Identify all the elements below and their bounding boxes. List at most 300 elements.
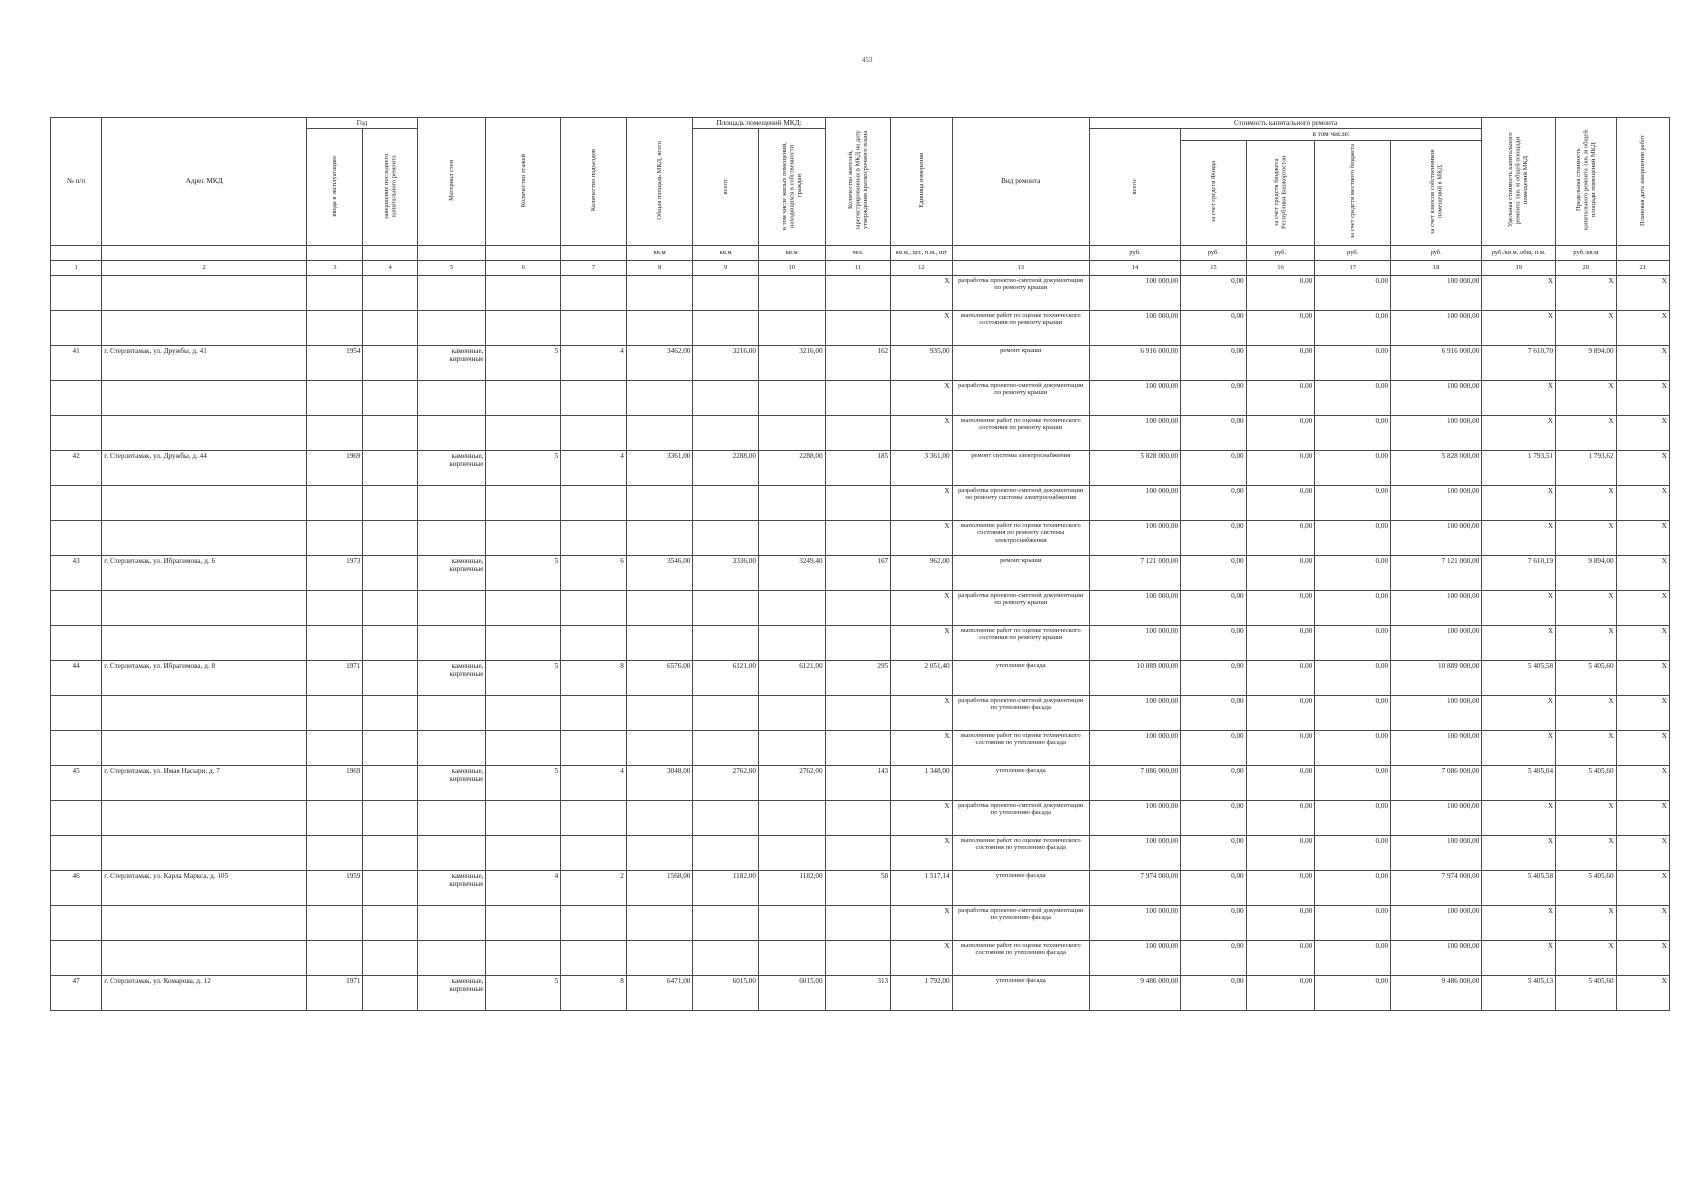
entrances-cell <box>561 275 627 310</box>
unit-value-cell: 1 517,14 <box>891 870 952 905</box>
address-cell <box>102 275 307 310</box>
deadline-cell: X <box>1616 450 1669 485</box>
premises-total-cell <box>693 695 759 730</box>
year-commission-cell: 1973 <box>307 555 363 590</box>
total-area-cell <box>626 380 693 415</box>
address-cell <box>102 625 307 660</box>
deadline-cell: X <box>1616 730 1669 765</box>
premises-total-cell: 3216,00 <box>693 345 759 380</box>
cost-local-cell: 0,00 <box>1315 800 1391 835</box>
address-cell: г. Стерлитамак, ул. Дружбы, д. 41 <box>102 345 307 380</box>
year-last-repair-cell <box>363 695 417 730</box>
repair-type-cell: разработка проектно-сметной документации по утеплению фасада <box>952 800 1089 835</box>
premises-total-cell: 2288,00 <box>693 450 759 485</box>
residents-cell: 143 <box>825 765 891 800</box>
cost-local-cell: 0,00 <box>1315 485 1391 520</box>
unit-value-cell: X <box>891 590 952 625</box>
address-cell <box>102 485 307 520</box>
wall-material-cell <box>417 275 486 310</box>
year-commission-cell: 1969 <box>307 450 363 485</box>
entrances-cell <box>561 380 627 415</box>
repair-type-cell: выполнение работ по оценке технического состояния по утеплению фасада <box>952 940 1089 975</box>
repair-type-cell: разработка проектно-сметной документации по утеплению фасада <box>952 905 1089 940</box>
cost-owners-cell: 100 000,00 <box>1391 590 1482 625</box>
unit-cell <box>102 245 307 260</box>
unit-cell <box>363 245 417 260</box>
year-last-repair-cell <box>363 800 417 835</box>
year-last-repair-cell <box>363 450 417 485</box>
address-cell: г. Стерлитамак, ул. Дружбы, д. 44 <box>102 450 307 485</box>
unit-cost-cell: X <box>1482 835 1556 870</box>
table-row <box>51 765 1670 800</box>
premises-residential-cell <box>758 835 825 870</box>
unit-value-cell: X <box>891 800 952 835</box>
wall-material-cell <box>417 695 486 730</box>
cost-owners-cell: 7 086 000,00 <box>1391 765 1482 800</box>
column-number: 16 <box>1246 260 1315 275</box>
max-cost-cell: 5 405,60 <box>1556 870 1616 905</box>
column-number: 8 <box>626 260 693 275</box>
cost-fund-cell: 0,00 <box>1181 835 1247 870</box>
column-number: 15 <box>1181 260 1247 275</box>
residents-cell: 295 <box>825 660 891 695</box>
floors-cell <box>486 275 561 310</box>
year-last-repair-cell <box>363 345 417 380</box>
deadline-cell: X <box>1616 590 1669 625</box>
total-area-cell: 6576,00 <box>626 660 693 695</box>
column-number: 14 <box>1089 260 1180 275</box>
max-cost-cell: 5 405,60 <box>1556 660 1616 695</box>
table-row <box>51 450 1670 485</box>
unit-value-cell: X <box>891 485 952 520</box>
row-number-cell <box>51 590 102 625</box>
table-row <box>51 485 1670 520</box>
year-commission-cell: 1959 <box>307 870 363 905</box>
entrances-cell <box>561 800 627 835</box>
premises-total-cell <box>693 590 759 625</box>
unit-cell: руб./кв.м <box>1556 245 1616 260</box>
floors-cell <box>486 590 561 625</box>
repair-type-cell: утепление фасада <box>952 870 1089 905</box>
cost-republic-cell: 0,00 <box>1246 450 1315 485</box>
cost-local-cell: 0,00 <box>1315 380 1391 415</box>
entrances-cell <box>561 905 627 940</box>
cost-owners-cell: 100 000,00 <box>1391 940 1482 975</box>
cost-owners-cell: 100 000,00 <box>1391 275 1482 310</box>
table-body <box>51 275 1670 1010</box>
cost-republic-cell: 0,00 <box>1246 275 1315 310</box>
total-area-cell <box>626 415 693 450</box>
repair-type-cell: разработка проектно-сметной документации по ремонту системы электроснабжения <box>952 485 1089 520</box>
total-area-cell: 6471,00 <box>626 975 693 1010</box>
year-commission-cell <box>307 800 363 835</box>
year-commission-cell <box>307 695 363 730</box>
cost-fund-cell: 0,00 <box>1181 940 1247 975</box>
column-number: 1 <box>51 260 102 275</box>
cost-republic-cell: 0,00 <box>1246 765 1315 800</box>
year-commission-cell <box>307 625 363 660</box>
address-cell <box>102 800 307 835</box>
unit-cost-cell: X <box>1482 520 1556 555</box>
cost-local-cell: 0,00 <box>1315 695 1391 730</box>
page-number: 453 <box>862 56 873 64</box>
residents-cell <box>825 590 891 625</box>
cost-local-cell: 0,00 <box>1315 450 1391 485</box>
year-commission-cell <box>307 590 363 625</box>
cost-local-cell: 0,00 <box>1315 310 1391 345</box>
entrances-cell <box>561 625 627 660</box>
header-address: Адрес МКД <box>102 118 307 246</box>
residents-cell <box>825 310 891 345</box>
wall-material-cell <box>417 905 486 940</box>
wall-material-cell <box>417 485 486 520</box>
cost-total-cell: 100 000,00 <box>1089 520 1180 555</box>
premises-total-cell <box>693 275 759 310</box>
cost-local-cell: 0,00 <box>1315 835 1391 870</box>
cost-local-cell: 0,00 <box>1315 870 1391 905</box>
row-number-cell: 44 <box>51 660 102 695</box>
unit-cell: чел. <box>825 245 891 260</box>
floors-cell <box>486 940 561 975</box>
premises-total-cell <box>693 520 759 555</box>
premises-total-cell <box>693 380 759 415</box>
unit-value-cell: X <box>891 905 952 940</box>
table-row <box>51 975 1670 1010</box>
table-row <box>51 625 1670 660</box>
entrances-cell: 4 <box>561 450 627 485</box>
premises-residential-cell <box>758 415 825 450</box>
unit-cell: руб. <box>1391 245 1482 260</box>
residents-cell <box>825 835 891 870</box>
unit-cell <box>307 245 363 260</box>
unit-cell: руб. <box>1246 245 1315 260</box>
unit-value-cell: X <box>891 940 952 975</box>
entrances-cell: 8 <box>561 660 627 695</box>
cost-fund-cell: 0,00 <box>1181 590 1247 625</box>
header-deadline: Плановая дата завершения работ <box>1616 118 1669 246</box>
cost-total-cell: 100 000,00 <box>1089 625 1180 660</box>
premises-residential-cell <box>758 800 825 835</box>
cost-local-cell: 0,00 <box>1315 625 1391 660</box>
address-cell <box>102 730 307 765</box>
max-cost-cell: 5 405,60 <box>1556 765 1616 800</box>
row-number-cell <box>51 485 102 520</box>
wall-material-cell: каменные, кирпичные <box>417 345 486 380</box>
premises-residential-cell: 2762,00 <box>758 765 825 800</box>
address-cell <box>102 415 307 450</box>
floors-cell <box>486 835 561 870</box>
year-commission-cell: 1954 <box>307 345 363 380</box>
unit-cost-cell: X <box>1482 590 1556 625</box>
floors-cell <box>486 695 561 730</box>
deadline-cell: X <box>1616 625 1669 660</box>
cost-owners-cell: 100 000,00 <box>1391 835 1482 870</box>
column-number: 5 <box>417 260 486 275</box>
year-commission-cell <box>307 380 363 415</box>
repair-type-cell: разработка проектно-сметной документации по ремонту крыши <box>952 380 1089 415</box>
row-number-cell <box>51 275 102 310</box>
header-premises-total: всего: <box>693 129 759 246</box>
floors-cell: 5 <box>486 345 561 380</box>
row-number-cell <box>51 695 102 730</box>
table-row <box>51 380 1670 415</box>
cost-republic-cell: 0,00 <box>1246 940 1315 975</box>
wall-material-cell: каменные, кирпичные <box>417 555 486 590</box>
premises-total-cell <box>693 905 759 940</box>
floors-cell: 5 <box>486 660 561 695</box>
max-cost-cell: X <box>1556 695 1616 730</box>
cost-fund-cell: 0,00 <box>1181 555 1247 590</box>
residents-cell: 313 <box>825 975 891 1010</box>
row-number-cell: 47 <box>51 975 102 1010</box>
wall-material-cell <box>417 800 486 835</box>
cost-fund-cell: 0,00 <box>1181 450 1247 485</box>
row-number-cell <box>51 310 102 345</box>
repair-type-cell: разработка проектно-сметной документации по ремонту крыши <box>952 275 1089 310</box>
cost-owners-cell: 100 000,00 <box>1391 415 1482 450</box>
cost-republic-cell: 0,00 <box>1246 660 1315 695</box>
repair-plan-table <box>50 117 1670 1011</box>
residents-cell <box>825 485 891 520</box>
header-unit-cost: Удельная стоимость капитального ремонта 1кв. м общей площади помещений МКД <box>1482 118 1556 246</box>
premises-residential-cell <box>758 905 825 940</box>
cost-total-cell: 100 000,00 <box>1089 940 1180 975</box>
row-number-cell <box>51 940 102 975</box>
cost-local-cell: 0,00 <box>1315 940 1391 975</box>
repair-type-cell: выполнение работ по оценке технического состояния по ремонту системы электроснабжения <box>952 520 1089 555</box>
header-entrances: Количество подъездов <box>561 118 627 246</box>
cost-local-cell: 0,00 <box>1315 345 1391 380</box>
entrances-cell <box>561 730 627 765</box>
unit-cell <box>51 245 102 260</box>
entrances-cell: 2 <box>561 870 627 905</box>
cost-local-cell: 0,00 <box>1315 275 1391 310</box>
max-cost-cell: 9 894,00 <box>1556 345 1616 380</box>
header-including: в том числе: <box>1181 129 1482 140</box>
repair-type-cell: утепление фасада <box>952 765 1089 800</box>
repair-plan-table-sheet <box>50 117 1670 1087</box>
entrances-cell <box>561 485 627 520</box>
cost-fund-cell: 0,00 <box>1181 870 1247 905</box>
entrances-cell <box>561 835 627 870</box>
address-cell: г. Стерлитамак, ул. Имая Насыри, д. 7 <box>102 765 307 800</box>
wall-material-cell <box>417 380 486 415</box>
deadline-cell: X <box>1616 660 1669 695</box>
cost-local-cell: 0,00 <box>1315 520 1391 555</box>
row-number-cell <box>51 520 102 555</box>
unit-cell: кв.м <box>758 245 825 260</box>
unit-cost-cell: X <box>1482 800 1556 835</box>
deadline-cell: X <box>1616 905 1669 940</box>
premises-total-cell <box>693 625 759 660</box>
year-last-repair-cell <box>363 835 417 870</box>
cost-local-cell: 0,00 <box>1315 975 1391 1010</box>
header-floors: Количество этажей <box>486 118 561 246</box>
address-cell: г. Стерлитамак, ул. Карла Маркса, д. 105 <box>102 870 307 905</box>
residents-cell <box>825 520 891 555</box>
entrances-cell <box>561 590 627 625</box>
residents-cell: 185 <box>825 450 891 485</box>
premises-residential-cell <box>758 310 825 345</box>
cost-local-cell: 0,00 <box>1315 555 1391 590</box>
wall-material-cell: каменные, кирпичные <box>417 450 486 485</box>
unit-cell: руб./кв.м. общ. п.м. <box>1482 245 1556 260</box>
premises-total-cell: 1182,00 <box>693 870 759 905</box>
unit-cell <box>561 245 627 260</box>
row-number-cell: 45 <box>51 765 102 800</box>
year-commission-cell <box>307 730 363 765</box>
header-year-commission: ввода в эксплуатацию <box>307 129 363 246</box>
deadline-cell: X <box>1616 555 1669 590</box>
cost-local-cell: 0,00 <box>1315 730 1391 765</box>
cost-total-cell: 100 000,00 <box>1089 485 1180 520</box>
repair-type-cell: утепление фасада <box>952 660 1089 695</box>
cost-republic-cell: 0,00 <box>1246 345 1315 380</box>
unit-cell <box>952 245 1089 260</box>
total-area-cell <box>626 940 693 975</box>
year-last-repair-cell <box>363 730 417 765</box>
cost-local-cell: 0,00 <box>1315 660 1391 695</box>
column-number: 20 <box>1556 260 1616 275</box>
cost-fund-cell: 0,00 <box>1181 975 1247 1010</box>
unit-cost-cell: 1 793,51 <box>1482 450 1556 485</box>
cost-fund-cell: 0,00 <box>1181 660 1247 695</box>
unit-cost-cell: 7 610,19 <box>1482 555 1556 590</box>
cost-total-cell: 100 000,00 <box>1089 800 1180 835</box>
cost-owners-cell: 100 000,00 <box>1391 310 1482 345</box>
premises-total-cell: 2762,00 <box>693 765 759 800</box>
premises-residential-cell: 6015,00 <box>758 975 825 1010</box>
cost-republic-cell: 0,00 <box>1246 415 1315 450</box>
year-commission-cell <box>307 310 363 345</box>
cost-republic-cell: 0,00 <box>1246 380 1315 415</box>
premises-residential-cell: 3249,40 <box>758 555 825 590</box>
row-number-cell <box>51 835 102 870</box>
residents-cell <box>825 905 891 940</box>
unit-value-cell: 935,00 <box>891 345 952 380</box>
premises-residential-cell <box>758 380 825 415</box>
cost-total-cell: 100 000,00 <box>1089 905 1180 940</box>
unit-cost-cell: X <box>1482 695 1556 730</box>
deadline-cell: X <box>1616 380 1669 415</box>
year-last-repair-cell <box>363 520 417 555</box>
premises-total-cell <box>693 415 759 450</box>
floors-cell: 5 <box>486 765 561 800</box>
unit-cell: руб. <box>1315 245 1391 260</box>
unit-cost-cell: X <box>1482 730 1556 765</box>
wall-material-cell <box>417 625 486 660</box>
units-row <box>51 245 1670 260</box>
residents-cell <box>825 800 891 835</box>
address-cell <box>102 835 307 870</box>
floors-cell <box>486 415 561 450</box>
entrances-cell <box>561 310 627 345</box>
total-area-cell <box>626 590 693 625</box>
year-last-repair-cell <box>363 975 417 1010</box>
cost-owners-cell: 9 486 000,00 <box>1391 975 1482 1010</box>
address-cell: г. Стерлитамак, ул. Комарова, д. 12 <box>102 975 307 1010</box>
residents-cell <box>825 380 891 415</box>
residents-cell <box>825 415 891 450</box>
header-premises-residential: в том числе жилых помещений, находящихся в собственности граждан <box>758 129 825 246</box>
cost-total-cell: 100 000,00 <box>1089 695 1180 730</box>
cost-owners-cell: 100 000,00 <box>1391 625 1482 660</box>
table-row <box>51 730 1670 765</box>
cost-local-cell: 0,00 <box>1315 905 1391 940</box>
address-cell <box>102 380 307 415</box>
year-last-repair-cell <box>363 380 417 415</box>
unit-cost-cell: X <box>1482 940 1556 975</box>
residents-cell <box>825 625 891 660</box>
wall-material-cell <box>417 590 486 625</box>
unit-value-cell: 962,00 <box>891 555 952 590</box>
table-row <box>51 520 1670 555</box>
unit-value-cell: X <box>891 310 952 345</box>
column-number: 3 <box>307 260 363 275</box>
wall-material-cell: каменные, кирпичные <box>417 765 486 800</box>
deadline-cell: X <box>1616 975 1669 1010</box>
premises-residential-cell: 2288,00 <box>758 450 825 485</box>
cost-republic-cell: 0,00 <box>1246 485 1315 520</box>
address-cell <box>102 310 307 345</box>
table-row <box>51 555 1670 590</box>
cost-republic-cell: 0,00 <box>1246 695 1315 730</box>
total-area-cell <box>626 695 693 730</box>
residents-cell <box>825 940 891 975</box>
header-cost-fund: за счет средств Фонда <box>1181 140 1247 245</box>
total-area-cell: 3361,00 <box>626 450 693 485</box>
year-commission-cell: 1971 <box>307 975 363 1010</box>
premises-residential-cell <box>758 590 825 625</box>
wall-material-cell <box>417 730 486 765</box>
unit-value-cell: X <box>891 625 952 660</box>
max-cost-cell: X <box>1556 835 1616 870</box>
repair-type-cell: разработка проектно-сметной документации по ремонту крыши <box>952 590 1089 625</box>
premises-total-cell: 6121,00 <box>693 660 759 695</box>
cost-owners-cell: 5 828 000,00 <box>1391 450 1482 485</box>
total-area-cell <box>626 800 693 835</box>
premises-total-cell <box>693 800 759 835</box>
cost-owners-cell: 100 000,00 <box>1391 905 1482 940</box>
cost-republic-cell: 0,00 <box>1246 975 1315 1010</box>
column-number: 11 <box>825 260 891 275</box>
entrances-cell <box>561 940 627 975</box>
deadline-cell: X <box>1616 870 1669 905</box>
repair-type-cell: разработка проектно-сметной документации по утеплению фасада <box>952 695 1089 730</box>
premises-residential-cell <box>758 625 825 660</box>
column-numbers-row <box>51 260 1670 275</box>
cost-republic-cell: 0,00 <box>1246 870 1315 905</box>
header-total-area: Общая площадь МКД, всего <box>626 118 693 246</box>
row-number-cell: 42 <box>51 450 102 485</box>
repair-type-cell: ремонт крыши <box>952 555 1089 590</box>
floors-cell <box>486 520 561 555</box>
deadline-cell: X <box>1616 345 1669 380</box>
residents-cell <box>825 695 891 730</box>
unit-cell: кв.м., шт., п.м., шт <box>891 245 952 260</box>
address-cell: г. Стерлитамак, ул. Ибрагимова, д. 6 <box>102 555 307 590</box>
cost-total-cell: 100 000,00 <box>1089 590 1180 625</box>
unit-value-cell: X <box>891 695 952 730</box>
year-commission-cell <box>307 835 363 870</box>
wall-material-cell <box>417 520 486 555</box>
cost-local-cell: 0,00 <box>1315 415 1391 450</box>
repair-type-cell: выполнение работ по оценке технического состояния по утеплению фасада <box>952 730 1089 765</box>
address-cell <box>102 695 307 730</box>
column-number: 10 <box>758 260 825 275</box>
premises-total-cell <box>693 485 759 520</box>
row-number-cell <box>51 730 102 765</box>
